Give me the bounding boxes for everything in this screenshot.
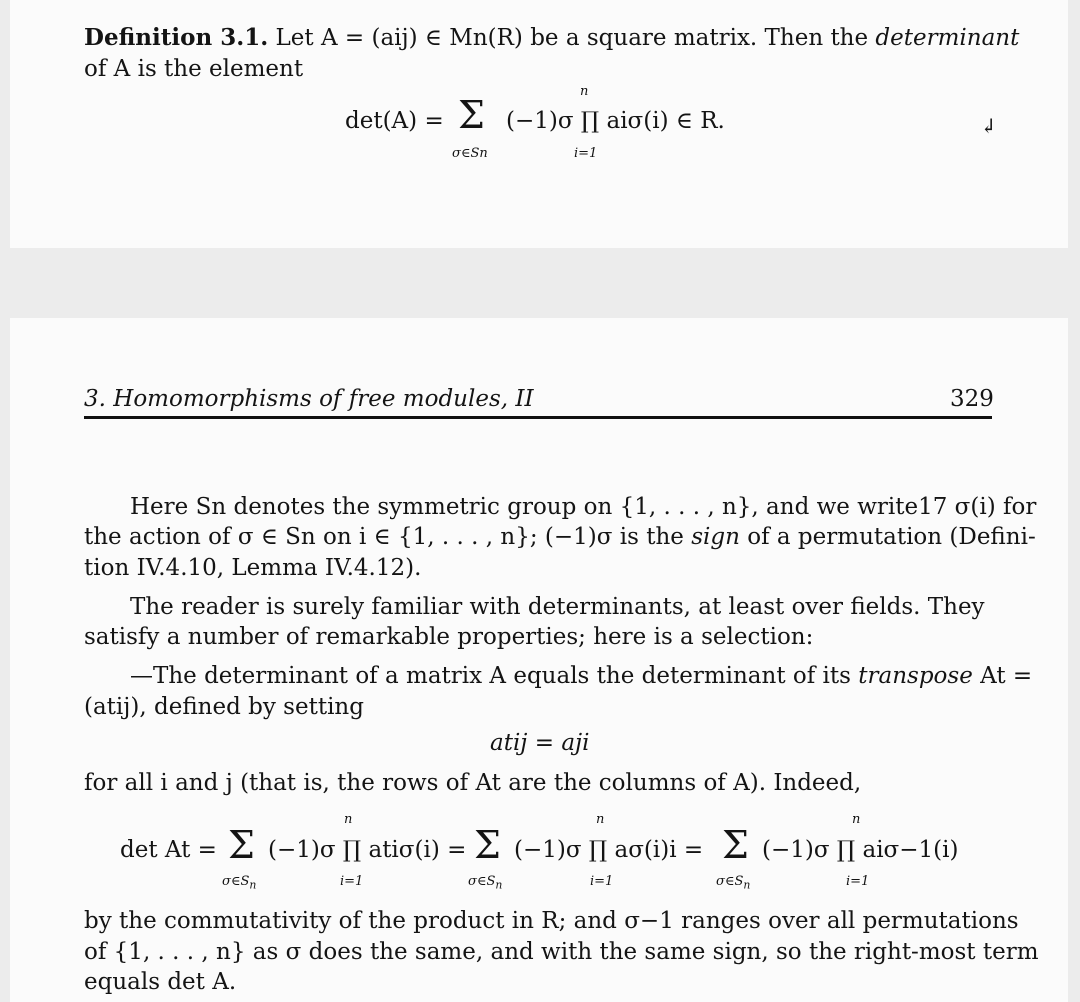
eq2-lhs: det At = <box>120 837 217 863</box>
eq2-term-1: (−1)σ ∏ atiσ(i) = <box>268 837 467 863</box>
eq2-sum-1: Σ <box>228 823 255 867</box>
eq2-term-2: (−1)σ ∏ aσ(i)i = <box>514 837 704 863</box>
sum-limit: σ∈Sn <box>452 146 488 161</box>
eq2-prod-1-upper: n <box>344 812 353 827</box>
sum-symbol: Σ <box>458 93 485 137</box>
running-header-title: 3. Homomorphisms of free modules, II <box>84 386 534 412</box>
paragraph-5-line-2: of {1, . . . , n} as σ does the same, and with the same sign, so the right-most term <box>84 939 1039 965</box>
eq2-prod-3-upper: n <box>852 812 861 827</box>
eq2-sum-3: Σ <box>722 823 749 867</box>
transpose-term: transpose <box>858 663 973 689</box>
det-rhs: (−1)σ ∏ aiσ(i) ∈ R. <box>506 108 725 134</box>
eq2-sum-3-limit: $\sigma\in S_n$ <box>716 874 751 892</box>
paragraph-3-line-1: —The determinant of a matrix A equals the determinant of its transpose At = <box>130 663 1033 689</box>
end-of-definition-icon: ↲ <box>980 114 997 138</box>
sign-term: sign <box>691 524 740 550</box>
definition-text: Let A = (aij) ∈ Mn(R) be a square matrix. Then the <box>275 25 869 51</box>
paragraph-1-line-2: the action of σ ∈ Sn on i ∈ {1, . . . , n}; (−1)σ is the sign of a permutation (Defini- <box>84 524 1036 550</box>
definition-line-1 <box>84 22 1019 54</box>
eq2-sum-2: Σ <box>474 823 501 867</box>
header-rule <box>84 416 992 419</box>
paragraph-2-line-1: The reader is surely familiar with determinants, at least over fields. They <box>130 594 985 620</box>
paragraph-2-line-2: satisfy a number of remarkable properties; here is a selection: <box>84 624 814 650</box>
paragraph-1-line-1: Here Sn denotes the symmetric group on {1, . . . , n}, and we write17 σ(i) for <box>130 494 1037 520</box>
determinant-term: determinant <box>875 25 1020 51</box>
eq2-term-3: (−1)σ ∏ aiσ−1(i) <box>762 837 959 863</box>
definition-label: Definition 3.1. <box>84 24 269 51</box>
eq2-prod-2-lower: i=1 <box>590 874 614 889</box>
paragraph-4-line-1: for all i and j (that is, the rows of At are the columns of A). Indeed, <box>84 770 862 796</box>
paragraph-5-line-3: equals det A. <box>84 969 237 995</box>
prod-lower-limit: i=1 <box>574 146 598 161</box>
eq2-prod-2-upper: n <box>596 812 605 827</box>
eq2-prod-3-lower: i=1 <box>846 874 870 889</box>
page-number: 329 <box>950 386 994 412</box>
det-lhs: det(A) = <box>345 108 444 134</box>
eq2-prod-1-lower: i=1 <box>340 874 364 889</box>
bottom-page-card <box>10 318 1068 1002</box>
transpose-equation: atij = aji <box>490 730 590 756</box>
paragraph-5-line-1: by the commutativity of the product in R; and σ−1 ranges over all permutations <box>84 908 1019 934</box>
eq2-sum-1-limit: $\sigma\in S_n$ <box>222 874 257 892</box>
prod-upper-limit: n <box>580 84 589 99</box>
paragraph-1-line-3: tion IV.4.10, Lemma IV.4.12). <box>84 555 422 581</box>
definition-line-2: of A is the element <box>84 56 304 82</box>
paragraph-3-line-2: (atij), defined by setting <box>84 694 364 720</box>
eq2-sum-2-limit: $\sigma\in S_n$ <box>468 874 503 892</box>
